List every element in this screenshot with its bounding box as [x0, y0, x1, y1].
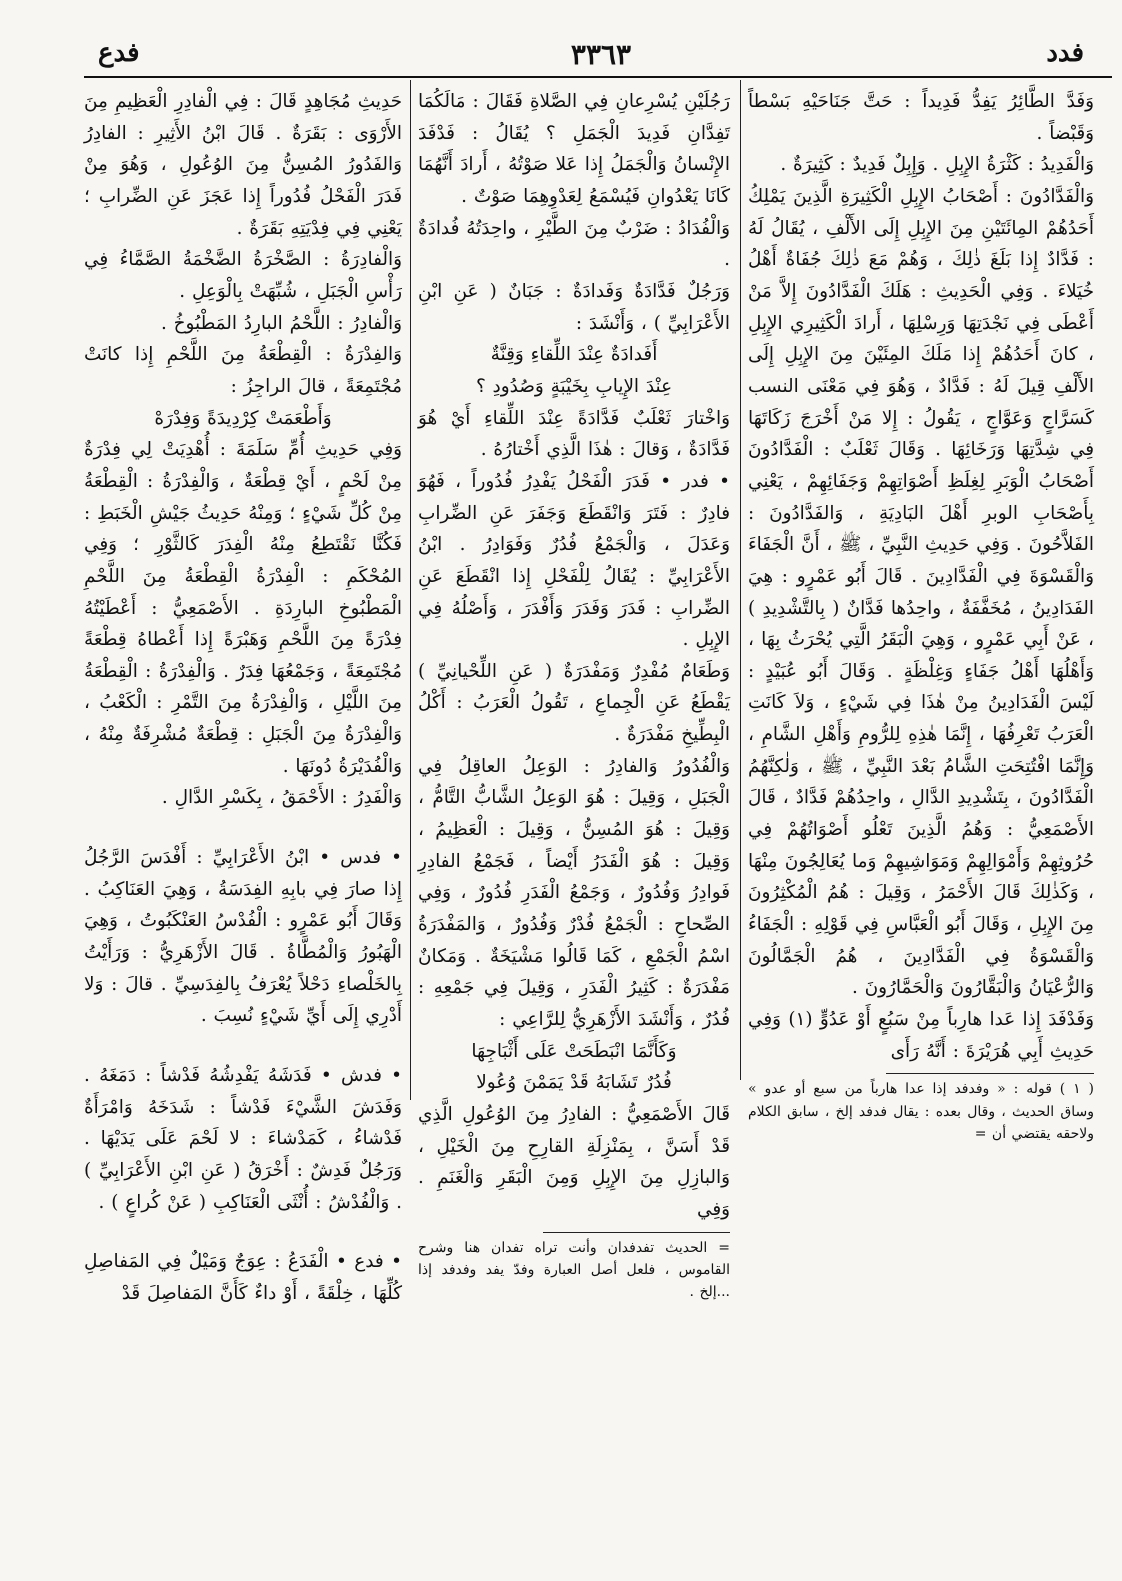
paragraph: وَالْفادِرُ : اللَّحْمُ البارِدُ المَطْبُوخُ .: [160, 312, 402, 334]
right-headword: فدد: [1046, 38, 1084, 68]
paragraph: وَالفِدْرَةُ : الْقِطْعَةُ مِنَ اللَّحْمِ إِذا كانَتْ مُجْتَمِعَةً ، قالَ الراجِزُ :: [84, 344, 402, 397]
verse-line: وَكَأَنَّمَا انْبَطَحَتْ عَلَى أَثْبَاجِهَا: [471, 1040, 677, 1062]
entry-fadash: • فدش • فَدَشَهُ يَفْدِشُهُ فَدْشاً : دَمَغَهُ . وَفَدَشَ الشَّيْءَ فَدْشاً : شَدَخَهُ وَامْرَأَةٌ فَدْشاءُ ، كَمَدْشاءَ : لا لَحْمَ عَلَى يَدَيْهَا . وَرَجُلٌ فَدِشٌ : أَخْرَقُ ( عَنِ ابْنِ الأَعْرَابِيِّ ) . وَالْفُدْشُ : أُنْثَى الْعَنَاكِبِ ( عَنْ كُراعٍ ) .: [84, 1065, 402, 1213]
entry-fadas: • فدس • ابْنُ الأَعْرَابِيِّ : أَفْدَسَ الرَّجُلُ إِذا صارَ فِي بابِهِ الفِدَسَةُ ، وَهِيَ العَنَاكِبُ . وَقَالَ أَبُو عَمْرٍو : الْفُدْسُ العَنْكَبُوتُ ، وَهِيَ الْهَبُورُ وَالْمُطَّاةُ . قَالَ الأَزْهَرِيُّ : وَرَأَيْتُ بِالخَلْصاءِ دَحْلاً يُعْرَفُ بِالفِدَسِيِّ . قالَ : وَلا أَدْرِي إِلَى أَيِّ شَيْءٍ نُسِبَ .: [84, 847, 402, 1027]
column-right: [748, 86, 1094, 1146]
paragraph: وَاخْتارَ ثَعْلَبٌ فَدَّادَةً عِنْدَ اللِّقاءِ أَيْ هُوَ فَدَّادَةٌ ، وَقالَ : هٰذَا الَّذِي أَخْتارُهُ .: [418, 407, 730, 461]
paragraph: رَجُلَيْنِ يُسْرِعانِ فِي الصَّلاةِ فَقَالَ : مَالَكُمَا تَفِدَّانِ فَدِيدَ الْجَمَلِ ؟ يُقَالُ : فَدْفَدَ الإِنْسانُ وَالْجَمَلُ إِذا عَلا صَوْتُهُ ، أَرادَ أَنَّهُمَا كَانَا يَعْدُوانِ فَيُسْمَعُ لِعَدْوِهِمَا صَوْتٌ .: [418, 91, 730, 207]
paragraph: وَالْفُدُورُ وَالفادِرُ : الوَعِلُ العاقِلُ فِي الْجَبَلِ ، وَقِيلَ : هُوَ الوَعِلُ الشَّابُّ التَّامُّ ، وَقِيلَ : هُوَ المُسِنُّ ، وَقِيلَ : الْعَظِيمُ ، وَقِيلَ : هُوَ الْفَدَرُ أَيْضاً ، فَجَمْعُ الفادِرِ فَوادِرُ وَفُدُورٌ ، وَجَمْعُ الْفَدَرِ فُدُورٌ ، وَفِي الصِّحاحِ : الْجَمْعُ فُدْرٌ وَفُدُورٌ ، وَالمَفْدَرَةُ اسْمُ الْجَمْعِ ، كَمَا قَالُوا مَشْيَخَةٌ . وَمَكانٌ مَفْدَرَةٌ : كَثِيرُ الْفَدَرِ ، وَقِيلَ فِي جَمْعِهِ : فُدُرٌ ، وَأَنْشَدَ الأَزْهَرِيُّ لِلرَّاعِي :: [418, 755, 730, 1031]
paragraph: وَالْفَدِيدُ : كَثْرَةُ الإِبِلِ . وَإِبِلٌ فَدِيدٌ : كَثِيرَةٌ .: [780, 154, 1094, 176]
footnote: ( ١ ) قوله : « وفدفد إذا عدا هارباً من سبع أو عدو » وساق الحديث ، وقال بعده : يقال فدفد إلخ ، سابق الكلام ولاحقه يقتضي أن =: [748, 1081, 1094, 1143]
left-headword: فدع: [98, 38, 140, 68]
paragraph: وَطَعَامٌ مُفْدِرٌ وَمَفْدَرَةٌ ( عَنِ اللِّحْيانِيِّ ) يَقْطَعُ عَنِ الْجِماعِ ، تَقُولُ الْعَرَبُ : أَكْلُ الْبِطِّيخِ مَفْدَرَةٌ .: [418, 660, 730, 746]
verse-line: عِنْدَ الإِيابِ بِخَيْبَةٍ وَصُدُودِ ؟: [475, 375, 673, 397]
footnote-rule: [543, 1232, 730, 1233]
paragraph: وَرَجُلٌ فَدَّادَةٌ وَفَدادَةٌ : جَبَانٌ ( عَنِ ابْنِ الأَعْرَابِيِّ ) ، وَأَنْشَدَ :: [418, 280, 730, 334]
paragraph: وَالْفُدَادُ : ضَرْبٌ مِنَ الطَّيْرِ ، واحِدَتُهُ فُدادَةٌ .: [418, 217, 730, 271]
paragraph: وَالْفادِرَةُ : الصَّخْرَةُ الضَّخْمَةُ الصَّمَّاءُ فِي رَأْسِ الْجَبَلِ ، شُبِّهَتْ بِالْوَعِلِ .: [84, 249, 402, 302]
paragraph: قَالَ الأَصْمَعِيُّ : الفادِرُ مِنَ الوُعُولِ الَّذِي قَدْ أَسَنَّ ، بِمَنْزِلَةِ القارِحِ مِنَ الْخَيْلِ ، وَالبازِلِ مِنَ الإِبِلِ وَمِنَ الْبَقَرِ وَالْغَنَمِ . وَفِي: [418, 1104, 730, 1220]
entry-fada: • فدع • الْفَدَعُ : عِوَجٌ وَمَيْلٌ فِي المَفاصِلِ كُلِّهَا ، خِلْقَةً ، أَوْ داءٌ كَأَنَّ المَفاصِلَ قَدْ: [84, 1251, 402, 1304]
paragraph: وَفِي حَدِيثِ أُمِّ سَلَمَةَ : أُهْدِيَتْ لِي فِدْرَةٌ مِنْ لَحْمٍ ، أَيْ قِطْعَةٌ ، وَالْفِدْرَةُ : الْقِطْعَةُ مِنْ كُلِّ شَيْءٍ ؛ وَمِنْهُ حَدِيثُ جَيْشِ الْخَبَطِ : فَكُنَّا نَقْتَطِعُ مِنْهُ الْفِدَرَ كَالثَّوْرِ ؛ وَفِي المُحْكَمِ : الْفِدْرَةُ الْقِطْعَةُ مِنَ اللَّحْمِ الْمَطْبُوخِ البارِدَةِ . الأَصْمَعِيُّ : أَعْطَيْتُهُ فِدْرَةً مِنَ اللَّحْمِ وَهَبْرَةً إِذا أَعْطاهُ قِطْعَةً مُجْتَمِعَةً ، وَجَمْعُهَا فِدَرٌ . وَالْفِدْرَةُ : الْقِطْعَةُ مِنَ اللَّيْلِ ، وَالْفِدْرَةُ مِنَ التَّمْرِ : الْكَعْبُ ، وَالْفِدْرَةُ مِنَ الْجَبَلِ : قِطْعَةٌ مُشْرِفَةٌ مِنْهُ ، وَالْفُدَيْرَةُ دُونَهَا .: [84, 439, 402, 777]
footnote: = الحديث تفدفدان وأنت تراه تفدان هنا وشرح القاموس ، فلعل أصل العبارة وفدّ يفد وفدفد إذا ...إلخ .: [418, 1239, 730, 1301]
verse-line: وَأَطْعَمَتْ كِرْدِيدَةً وَفِدْرَهْ: [154, 407, 332, 429]
page-number: ٣٣٦٣: [570, 38, 632, 71]
column-middle: [418, 86, 730, 1304]
column-divider-left: [410, 80, 411, 1100]
paragraph: وَفَدْفَدَ إِذا عَدا هارِباً مِنْ سَبُعٍ أَوْ عَدُوٍّ (١) وَفِي حَدِيثِ أَبِي هُرَيْرَةَ : أَنَّهُ رَأَى: [748, 1009, 1094, 1062]
paragraph: وَفَدَّ الطَّائِرُ يَفِدُّ فَدِيداً : حَتَّ جَنَاحَيْهِ بَسْطاً وَقَبْضاً .: [748, 91, 1094, 144]
column-left: [84, 86, 402, 1310]
header-rule: [84, 76, 1112, 78]
page-header: [80, 38, 1122, 72]
footnote-rule: [886, 1073, 1094, 1074]
paragraph: وَالْفَدَّادُونَ : أَصْحَابُ الإِبِلِ الْكَثِيرَةِ الَّذِينَ يَمْلِكُ أَحَدُهُمْ المِائَتَيْنِ مِنَ الإِبِلِ إِلَى الأَلْفِ ، يُقَالُ لَهُ : فَدَّادٌ إِذا بَلَغَ ذٰلِكَ ، وَهُمْ مَعَ ذٰلِكَ جُفَاةٌ أَهْلُ خُيَلاءَ . وَفِي الْحَدِيثِ : هَلَكَ الْفَدَّادُونَ إِلاَّ مَنْ أَعْطَى فِي نَجْدَتِهَا وَرِسْلِهَا ، أَرادَ الْكَثِيرِي الإِبِلِ ، كانَ أَحَدُهُمْ إِذا مَلَكَ المِئَيْنَ مِنَ الإِبِلِ إِلَى الأَلْفِ قِيلَ لَهُ : فَدَّادٌ ، وَهُوَ فِي مَعْنَى النسب كَسَرَّاجٍ وَعَوَّاجٍ ، يَقُولُ : إِلا مَنْ أَخْرَجَ زَكَاتَهَا فِي شِدَّتِهَا وَرَخَائِهَا . وَقَالَ ثَعْلَبٌ : الْفَدَّادُونَ أَصْحَابُ الْوَبَرِ لِغِلَظِ أَصْوَاتِهِمْ وَجَفَائِهِمْ ، يَعْنِي بِأَصْحَابِ الوبرِ أَهْلَ البَادِيَةِ ، وَالفَدَّادُونَ : الفَلاَّحُونَ . وَفِي حَدِيثِ النَّبِيِّ ، ﷺ ، أَنَّ الْجَفَاءَ وَالْقَسْوَةَ فِي الْفَدَّادِينَ . قَالَ أَبُو عَمْرٍو : هِيَ الفَدَادِينُ ، مُخَفَّفَةٌ ، واحِدُها فَدَّانٌ ( بِالتَّشْدِيدِ ) ، عَنْ أَبِي عَمْرٍو ، وَهِيَ الْبَقَرُ الَّتِي يُحْرَثُ بِهَا ، وَأَهْلُهَا أَهْلُ جَفَاءٍ وَغِلْظَةٍ . وَقَالَ أَبُو عُبَيْدٍ : لَيْسَ الْفَدَادِينُ مِنْ هٰذَا فِي شَيْءٍ ، وَلاَ كَانَتِ الْعَرَبُ تَعْرِفُهَا ، إِنَّمَا هٰذِهِ لِلرُّومِ وَأَهْلِ الشَّامِ ، وَإِنَّمَا افْتُتِحَتِ الشَّامُ بَعْدَ النَّبِيِّ ، ﷺ ، وَلٰكِنَّهُمُ الْفَدَّادُونَ ، بِتَشْدِيدِ الدَّالِ ، واحِدُهُمْ فَدَّادٌ ، قَالَ الأَصْمَعِيُّ : وَهُمُ الَّذِينَ تَعْلُو أَصْوَاتُهُمْ فِي حُرُوثِهِمْ وَأَمْوَالِهِمْ وَمَوَاشِيهِمْ وَما يُعَالِجُونَ مِنْهَا ، وَكَذٰلِكَ قَالَ الأَحْمَرُ ، وَقِيلَ : هُمُ الْمُكْثِرُونَ مِنَ الإِبِلِ ، وَقَالَ أَبُو الْعَبَّاسِ فِي قَوْلِهِ : الْجَفَاءُ وَالْقَسْوَةُ فِي الْفَدَّادِينَ ، هُمُ الْجَمَّالُونَ وَالرُّعْيَانُ وَالْبَقَّارُونَ وَالْحَمَّارُونَ .: [747, 185, 1094, 999]
verse-line: فُدُرٌ تَشَابَهُ قَدْ يَمَمْنَ وُعُولا: [476, 1072, 672, 1094]
entry-fadar: • فدر • فَدَرَ الْفَحْلُ يَفْدِرُ فُدُوراً ، فَهُوَ فادِرٌ : فَتَرَ وَانْقَطَعَ وَجَفَرَ عَنِ الضِّرابِ وَعَدَلَ ، وَالْجَمْعُ فُدُرٌ وَفَوَادِرُ . ابْنُ الأَعْرَابِيِّ : يُقَالُ لِلْفَحْلِ إِذا انْقَطَعَ عَنِ الضِّرابِ : فَدَرَ وَفَدَرَ وَأَفْدَرَ ، وَأَصْلُهُ فِي الإِبِلِ .: [418, 470, 730, 651]
column-divider-right: [740, 80, 741, 1080]
verse-line: أَفَدادَةٌ عِنْدَ اللِّقاءِ وَقِنَّةٌ: [490, 344, 658, 366]
paragraph: وَالْفَدِرُ : الأَحْمَقُ ، بِكَسْرِ الدَّالِ .: [161, 787, 402, 809]
paragraph: حَدِيثِ مُجَاهِدٍ قَالَ : فِي الْفادِرِ الْعَظِيمِ مِنَ الأَرْوَى : بَقَرَةٌ . قَالَ ابْنُ الأَثِيرِ : الفادِرُ وَالفَدُورُ المُسِنُّ مِنَ الوُعُولِ ، وَهُوَ مِنْ فَدَرَ الْفَحْلُ فُدُوراً إِذا عَجَزَ عَنِ الضِّرابِ ؛ يَعْنِي فِي فِدْيَتِهِ بَقَرَةٌ .: [84, 91, 402, 239]
